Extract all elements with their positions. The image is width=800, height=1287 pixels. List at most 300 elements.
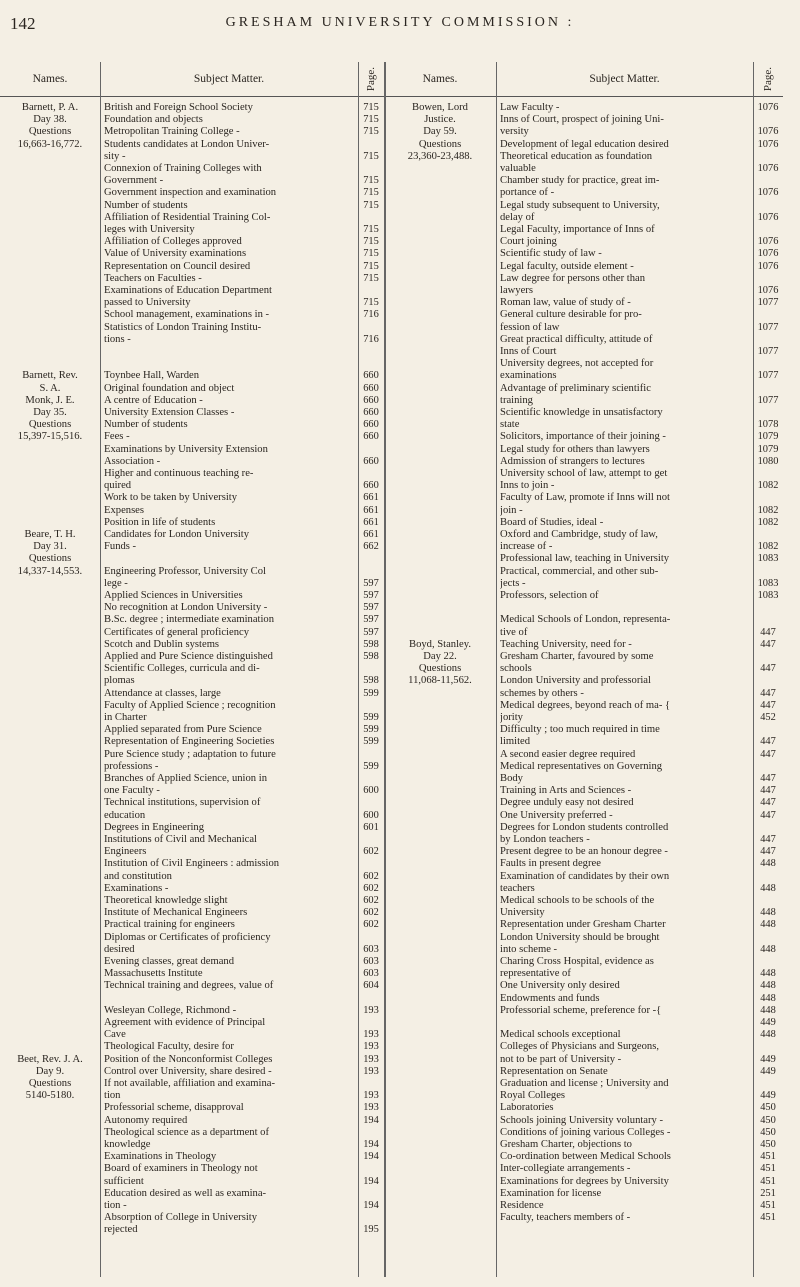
page-reference: 715 xyxy=(363,272,379,284)
subject-line: Diplomas or Certificates of proficiency xyxy=(104,931,271,943)
page-reference: 447 xyxy=(760,834,776,845)
subject-line: Students candidates at London Univer- xyxy=(104,138,270,150)
page-reference: 597 xyxy=(363,602,379,614)
subject-line: Government - xyxy=(104,175,164,187)
witness-name-line: Justice. xyxy=(424,114,456,126)
page-reference: 1079 xyxy=(757,431,779,443)
page-reference: 447 xyxy=(760,809,776,821)
page-reference: 604 xyxy=(363,980,379,992)
subject-line: London University and professorial xyxy=(500,675,651,687)
subject-line: Applied Sciences in Universities xyxy=(104,590,243,601)
subject-line: Scotch and Dublin systems xyxy=(104,638,220,650)
page-reference: 599 xyxy=(363,724,379,736)
subject-line: valuable xyxy=(500,163,536,174)
page-reference: 450 xyxy=(760,1114,776,1126)
page-reference: 1076 xyxy=(757,187,779,199)
page-reference: 602 xyxy=(363,895,379,906)
subject-line: Association - xyxy=(104,455,161,467)
page-reference: 447 xyxy=(760,699,776,711)
page-reference: 1076 xyxy=(757,211,779,223)
page-reference: 1083 xyxy=(757,577,779,589)
witness-name-line: Beare, T. H. xyxy=(24,529,76,540)
page-reference: 602 xyxy=(363,882,379,894)
subject-line: Legal study subsequent to University, xyxy=(500,199,660,211)
page-reference: 660 xyxy=(363,382,379,394)
subject-line: Education desired as well as examina- xyxy=(104,1187,267,1199)
subject-line: Co-ordination between Medical Schools xyxy=(500,1151,671,1163)
page-reference: 448 xyxy=(760,1004,776,1016)
subject-line: Representation under Gresham Charter xyxy=(500,919,666,931)
witness-name-line: Monk, J. E. xyxy=(25,394,75,406)
page-reference: 660 xyxy=(363,431,379,443)
page-reference: 1076 xyxy=(757,260,779,272)
page-reference: 448 xyxy=(760,882,776,894)
subject-line: Colleges of Physicians and Surgeons, xyxy=(500,1041,659,1053)
subject-line: University degrees, not accepted for xyxy=(500,358,654,370)
subject-line: No recognition at London University - xyxy=(104,602,268,614)
subject-line: Attendance at classes, large xyxy=(104,687,221,699)
subject-line: Engineers xyxy=(104,846,147,858)
page-reference: 447 xyxy=(760,687,776,699)
page-reference: 603 xyxy=(363,968,379,980)
subject-line: Foundation and objects xyxy=(104,114,203,126)
page-reference: 449 xyxy=(760,1053,776,1065)
page-reference: 1077 xyxy=(757,394,779,406)
page-reference: 447 xyxy=(760,626,776,638)
page-reference: 715 xyxy=(363,187,379,199)
page-reference: 660 xyxy=(363,480,379,492)
subject-line: increase of - xyxy=(500,541,553,553)
subject-line: If not available, affiliation and examina- xyxy=(104,1078,275,1089)
subject-line: plomas xyxy=(104,675,135,687)
subject-line: Certificates of general proficiency xyxy=(104,626,250,638)
page-reference: 1082 xyxy=(757,516,779,528)
subject-line: sity - xyxy=(104,150,126,162)
column-header-names-left: Names. xyxy=(0,62,100,97)
subject-line: tive of xyxy=(500,626,528,638)
page-reference: 449 xyxy=(760,1090,776,1102)
witness-name-line: Day 38. xyxy=(33,114,67,126)
subject-line: versity xyxy=(500,126,529,138)
subject-line: Graduation and license ; University and xyxy=(500,1078,669,1089)
subject-line: by London teachers - xyxy=(500,834,590,845)
page-reference: 715 xyxy=(363,224,379,235)
page-reference: 600 xyxy=(363,809,379,821)
page-reference: 599 xyxy=(363,760,379,772)
subject-line: Examinations - xyxy=(104,882,169,894)
subject-line: quired xyxy=(104,480,132,492)
page-reference: 662 xyxy=(363,541,379,553)
subject-line: limited xyxy=(500,736,531,748)
page-reference: 447 xyxy=(760,748,776,760)
subject-line: Position of the Nonconformist Colleges xyxy=(104,1053,273,1065)
page-reference: 448 xyxy=(760,968,776,980)
page-reference: 1077 xyxy=(757,297,779,309)
page-reference: 194 xyxy=(363,1151,379,1163)
witness-name-line: 14,337-14,553. xyxy=(17,565,83,577)
page-reference: 660 xyxy=(363,394,379,406)
witness-name-line: Questions xyxy=(28,126,72,138)
subject-line: Court joining xyxy=(500,236,557,248)
subject-line: Examinations in Theology xyxy=(104,1151,217,1163)
subject-line: and constitution xyxy=(104,870,172,882)
subject-line: Value of University examinations xyxy=(104,248,247,260)
subject-line: Representation of Engineering Societies xyxy=(104,736,275,748)
page-reference: 599 xyxy=(363,736,379,748)
subject-line: A centre of Education - xyxy=(104,394,203,406)
subject-line: One University preferred - xyxy=(500,809,613,821)
witness-name-line: S. A. xyxy=(39,382,61,394)
page-reference: 597 xyxy=(363,590,379,601)
subject-line: Institutions of Civil and Mechanical xyxy=(104,834,257,845)
page-reference: 1083 xyxy=(757,553,779,565)
subject-line: Board of examiners in Theology not xyxy=(104,1163,258,1175)
subject-line: Medical Schools of London, representa- xyxy=(500,614,671,626)
subject-line: University xyxy=(500,907,545,919)
subject-line: Teachers on Faculties - xyxy=(104,272,202,284)
subject-line: Technical training and degrees, value of xyxy=(104,980,274,992)
page-reference: 1077 xyxy=(757,370,779,382)
column-header-names-right: Names. xyxy=(384,62,496,97)
subject-line: Statistics of London Training Institu- xyxy=(104,321,262,333)
subject-line: tions - xyxy=(104,333,131,345)
witness-name-line: 16,663-16,772. xyxy=(17,138,83,150)
page-reference: 597 xyxy=(363,626,379,638)
column-header-page-left-text: Page. xyxy=(364,66,377,92)
subject-line: Applied separated from Pure Science xyxy=(104,724,262,736)
page-reference: 448 xyxy=(760,907,776,919)
subject-line: Board of Studies, ideal - xyxy=(500,516,604,528)
subject-line: lege - xyxy=(104,577,128,589)
subject-line: Inns of Court, prospect of joining Uni- xyxy=(500,114,664,126)
subject-line: Autonomy required xyxy=(104,1114,188,1126)
subject-line: Representation on Council desired xyxy=(104,260,251,272)
witness-name-line: Questions xyxy=(28,1078,72,1089)
subject-line: professions - xyxy=(104,760,159,772)
subject-line: Metropolitan Training College - xyxy=(104,126,240,138)
subject-line: Theoretical knowledge slight xyxy=(104,895,228,906)
subject-line: Theological science as a department of xyxy=(104,1126,270,1138)
page-reference: 715 xyxy=(363,102,379,113)
subject-line: Faculty of Applied Science ; recognition xyxy=(104,699,276,711)
page-reference: 193 xyxy=(363,1065,379,1077)
subject-line: Connexion of Training Colleges with xyxy=(104,163,262,174)
witness-name-line: Barnett, P. A. xyxy=(21,102,79,113)
subject-line: Residence xyxy=(500,1200,544,1211)
page-reference: 1082 xyxy=(757,504,779,516)
page-reference: 193 xyxy=(363,1053,379,1065)
witness-name-line: Day 31. xyxy=(33,541,67,553)
page-reference: 598 xyxy=(363,651,379,662)
subject-line: Admission of strangers to lectures xyxy=(500,455,645,467)
subject-line: Original foundation and object xyxy=(104,382,235,394)
page-reference: 602 xyxy=(363,846,379,858)
subject-line: Medical schools to be schools of the xyxy=(500,895,655,906)
subject-line: Number of students xyxy=(104,419,188,431)
page-reference: 715 xyxy=(363,175,379,187)
subject-line: Examinations by University Extension xyxy=(104,443,268,455)
subject-line: Technical institutions, supervision of xyxy=(104,797,261,809)
subject-line: lawyers xyxy=(500,285,533,296)
page-reference: 1076 xyxy=(757,236,779,248)
page-reference: 600 xyxy=(363,785,379,797)
subject-line: Inns to join - xyxy=(500,480,555,492)
subject-line: Work to be taken by University xyxy=(104,492,238,504)
subject-line: Institute of Mechanical Engineers xyxy=(104,907,248,919)
page-reference: 661 xyxy=(363,529,379,540)
subject-line: Agreement with evidence of Principal xyxy=(104,1017,266,1028)
column-header-page-right xyxy=(753,62,783,97)
subject-line: Examinations of Education Department xyxy=(104,285,272,296)
page-reference: 716 xyxy=(363,309,379,321)
subject-line: state xyxy=(500,419,520,431)
subject-line: British and Foreign School Society xyxy=(104,102,253,113)
subject-line: Practical training for engineers xyxy=(104,919,235,931)
page-reference: 1076 xyxy=(757,248,779,260)
page-reference: 661 xyxy=(363,516,379,528)
subject-line: rejected xyxy=(104,1224,138,1236)
page-reference: 1083 xyxy=(757,590,779,601)
subject-line: in Charter xyxy=(104,712,147,723)
subject-line: Massachusetts Institute xyxy=(104,968,203,980)
subject-line: Chamber study for practice, great im- xyxy=(500,175,660,187)
page-reference: 194 xyxy=(363,1200,379,1211)
subject-line: School management, examinations in - xyxy=(104,309,270,321)
subject-line: Branches of Applied Science, union in xyxy=(104,773,267,784)
subject-line: passed to University xyxy=(104,297,191,309)
subject-line: representative of xyxy=(500,968,571,980)
witness-name-line: Day 59. xyxy=(423,126,457,138)
page-reference: 447 xyxy=(760,638,776,650)
page-reference: 451 xyxy=(760,1200,776,1211)
subject-line: University school of law, attempt to get xyxy=(500,468,668,479)
subject-line: Medical degrees, beyond reach of ma- { xyxy=(500,699,671,711)
subject-line: examinations xyxy=(500,370,557,382)
subject-line: desired xyxy=(104,943,135,955)
page-reference: 661 xyxy=(363,504,379,516)
page-reference: 193 xyxy=(363,1029,379,1041)
witness-name-line: Questions xyxy=(28,553,72,565)
subject-line: University Extension Classes - xyxy=(104,407,235,418)
subject-line: join - xyxy=(500,504,523,516)
column-rule xyxy=(100,62,101,1277)
subject-line: Legal faculty, outside element - xyxy=(500,260,634,272)
page-reference: 451 xyxy=(760,1151,776,1163)
page-number: 142 xyxy=(10,14,36,33)
subject-line: schemes by others - xyxy=(500,687,584,699)
subject-line: Faculty of Law, promote if Inns will not xyxy=(500,492,670,504)
subject-line: Faculty, teachers members of - xyxy=(500,1212,631,1224)
page-reference: 447 xyxy=(760,773,776,784)
subject-line: Legal study for others than lawyers xyxy=(500,443,650,455)
page-reference: 602 xyxy=(363,907,379,919)
subject-line: Charing Cross Hospital, evidence as xyxy=(500,956,654,967)
page-reference: 716 xyxy=(363,333,379,345)
page-reference: 447 xyxy=(760,785,776,797)
subject-line: Number of students xyxy=(104,199,188,211)
column-header-page-left xyxy=(358,62,384,97)
page-reference: 1078 xyxy=(757,419,779,431)
subject-line: Scientific study of law - xyxy=(500,248,602,260)
subject-line: Degrees for London students controlled xyxy=(500,821,669,833)
witness-name-line: 11,068-11,562. xyxy=(408,675,472,687)
page-reference: 447 xyxy=(760,736,776,748)
page-reference: 715 xyxy=(363,297,379,309)
column-header-subject-right: Subject Matter. xyxy=(496,62,753,97)
subject-line: Faults in present degree xyxy=(500,858,601,870)
page-reference: 452 xyxy=(760,712,776,723)
page-reference: 660 xyxy=(363,455,379,467)
subject-line: Absorption of College in University xyxy=(104,1212,258,1224)
subject-line: Expenses xyxy=(104,504,145,516)
page-reference: 449 xyxy=(760,1065,776,1077)
subject-line: delay of xyxy=(500,211,535,223)
page-reference: 715 xyxy=(363,260,379,272)
subject-line: one Faculty - xyxy=(104,785,160,797)
page-reference: 193 xyxy=(363,1102,379,1114)
page-reference: 194 xyxy=(363,1114,379,1126)
subject-line: Examination for license xyxy=(500,1187,602,1199)
page-reference: 715 xyxy=(363,114,379,126)
subject-line: portance of - xyxy=(500,187,555,199)
page-reference: 450 xyxy=(760,1139,776,1150)
page-reference: 451 xyxy=(760,1163,776,1175)
page-reference: 447 xyxy=(760,663,776,675)
witness-name-line: Beet, Rev. J. A. xyxy=(17,1053,83,1065)
page-reference: 449 xyxy=(760,1017,776,1028)
page-reference: 715 xyxy=(363,199,379,211)
subject-line: Institution of Civil Engineers : admission xyxy=(104,858,280,870)
page-reference: 603 xyxy=(363,943,379,955)
subject-line: Present degree to be an honour degree - xyxy=(500,846,668,858)
witness-name-line: Boyd, Stanley. xyxy=(409,638,471,650)
page-reference: 1076 xyxy=(757,163,779,174)
subject-line: tion xyxy=(104,1090,121,1102)
page-reference: 195 xyxy=(363,1224,379,1236)
subject-line: tion - xyxy=(104,1200,127,1211)
witness-name-line: Questions xyxy=(418,138,462,150)
subject-line: Conditions of joining various Colleges - xyxy=(500,1126,671,1138)
subject-line: Evening classes, great demand xyxy=(104,956,235,967)
subject-line: Wesleyan College, Richmond - xyxy=(104,1004,237,1016)
subject-line: Degree unduly easy not desired xyxy=(500,797,634,809)
page-reference: 597 xyxy=(363,614,379,626)
page-reference: 661 xyxy=(363,492,379,504)
subject-line: Control over University, share desired - xyxy=(104,1065,272,1077)
subject-line: Government inspection and examination xyxy=(104,187,277,199)
page-reference: 451 xyxy=(760,1212,776,1224)
subject-line: Fees - xyxy=(104,431,130,443)
page-reference: 194 xyxy=(363,1139,379,1150)
subject-line: Body xyxy=(500,773,523,784)
subject-line: B.Sc. degree ; intermediate examination xyxy=(104,614,275,626)
page-reference: 1076 xyxy=(757,138,779,150)
subject-line: sufficient xyxy=(104,1175,144,1187)
page-reference: 1080 xyxy=(757,455,779,467)
subject-line: Oxford and Cambridge, study of law, xyxy=(500,529,658,540)
subject-line: Professors, selection of xyxy=(500,590,599,601)
page-reference: 598 xyxy=(363,638,379,650)
subject-line: Cave xyxy=(104,1029,126,1041)
page-reference: 447 xyxy=(760,846,776,858)
witness-name-line: Questions xyxy=(418,663,462,675)
page-reference: 715 xyxy=(363,126,379,138)
subject-line: Laboratories xyxy=(500,1102,554,1114)
page-reference: 448 xyxy=(760,980,776,992)
subject-line: training xyxy=(500,394,533,406)
page-reference: 715 xyxy=(363,236,379,248)
page-reference: 601 xyxy=(363,821,379,833)
witness-name-line: 15,397-15,516. xyxy=(17,431,83,443)
subject-line: Endowments and funds xyxy=(500,992,600,1004)
page-reference: 660 xyxy=(363,419,379,431)
subject-line: Engineering Professor, University Col xyxy=(104,565,266,577)
subject-line: Difficulty ; too much required in time xyxy=(500,724,660,736)
column-header-page-right-text: Page. xyxy=(761,66,774,92)
running-title: GRESHAM UNIVERSITY COMMISSION : xyxy=(225,15,575,30)
subject-line: jects - xyxy=(500,577,526,589)
subject-line: One University only desired xyxy=(500,980,620,992)
subject-line: Legal Faculty, importance of Inns of xyxy=(500,224,655,235)
subject-line: fession of law xyxy=(500,321,560,333)
subject-line: Practical, commercial, and other sub- xyxy=(500,565,659,577)
page-header xyxy=(0,14,800,34)
page-reference: 602 xyxy=(363,919,379,931)
page-reference: 450 xyxy=(760,1102,776,1114)
subject-line: Development of legal education desired xyxy=(500,138,669,150)
page-reference: 194 xyxy=(363,1175,379,1187)
subject-line: Examination of candidates by their own xyxy=(500,870,670,882)
subject-line: General culture desirable for pro- xyxy=(500,309,642,321)
subject-line: Royal Colleges xyxy=(500,1090,566,1102)
page-reference: 448 xyxy=(760,858,776,870)
subject-line: Theological Faculty, desire for xyxy=(104,1041,234,1053)
subject-line: Funds - xyxy=(104,541,137,553)
subject-line: Degrees in Engineering xyxy=(104,821,205,833)
column-header-subject-left: Subject Matter. xyxy=(100,62,358,97)
witness-name-line: Day 9. xyxy=(35,1065,65,1077)
page-reference: 715 xyxy=(363,150,379,162)
subject-line: Scientific Colleges, curricula and di- xyxy=(104,663,260,675)
subject-line: A second easier degree required xyxy=(500,748,636,760)
witness-name-line: Bowen, Lord xyxy=(412,102,468,113)
page-reference: 1082 xyxy=(757,480,779,492)
page-reference: 1082 xyxy=(757,541,779,553)
subject-line: Medical representatives on Governing xyxy=(500,760,663,772)
subject-line: Law Faculty - xyxy=(500,102,560,113)
subject-line: teachers xyxy=(500,882,535,894)
subject-line: Candidates for London University xyxy=(104,529,250,540)
subject-line: Roman law, value of study of - xyxy=(500,297,631,309)
page-reference: 598 xyxy=(363,675,379,687)
index-table xyxy=(0,62,800,1277)
subject-line: Toynbee Hall, Warden xyxy=(104,370,199,382)
witness-name-line: Barnett, Rev. xyxy=(22,370,78,382)
subject-line: Gresham Charter, favoured by some xyxy=(500,651,654,662)
page-reference: 1077 xyxy=(757,321,779,333)
page-reference: 1076 xyxy=(757,126,779,138)
page-reference: 251 xyxy=(760,1187,776,1199)
page-reference: 193 xyxy=(363,1090,379,1102)
subject-line: schools xyxy=(500,663,532,675)
subject-line: Higher and continuous teaching re- xyxy=(104,468,254,479)
page-reference: 602 xyxy=(363,870,379,882)
page-reference: 1077 xyxy=(757,346,779,357)
page-reference: 599 xyxy=(363,712,379,723)
subject-line: not to be part of University - xyxy=(500,1053,622,1065)
subject-line: Training in Arts and Sciences - xyxy=(500,785,632,797)
subject-line: leges with University xyxy=(104,224,195,235)
